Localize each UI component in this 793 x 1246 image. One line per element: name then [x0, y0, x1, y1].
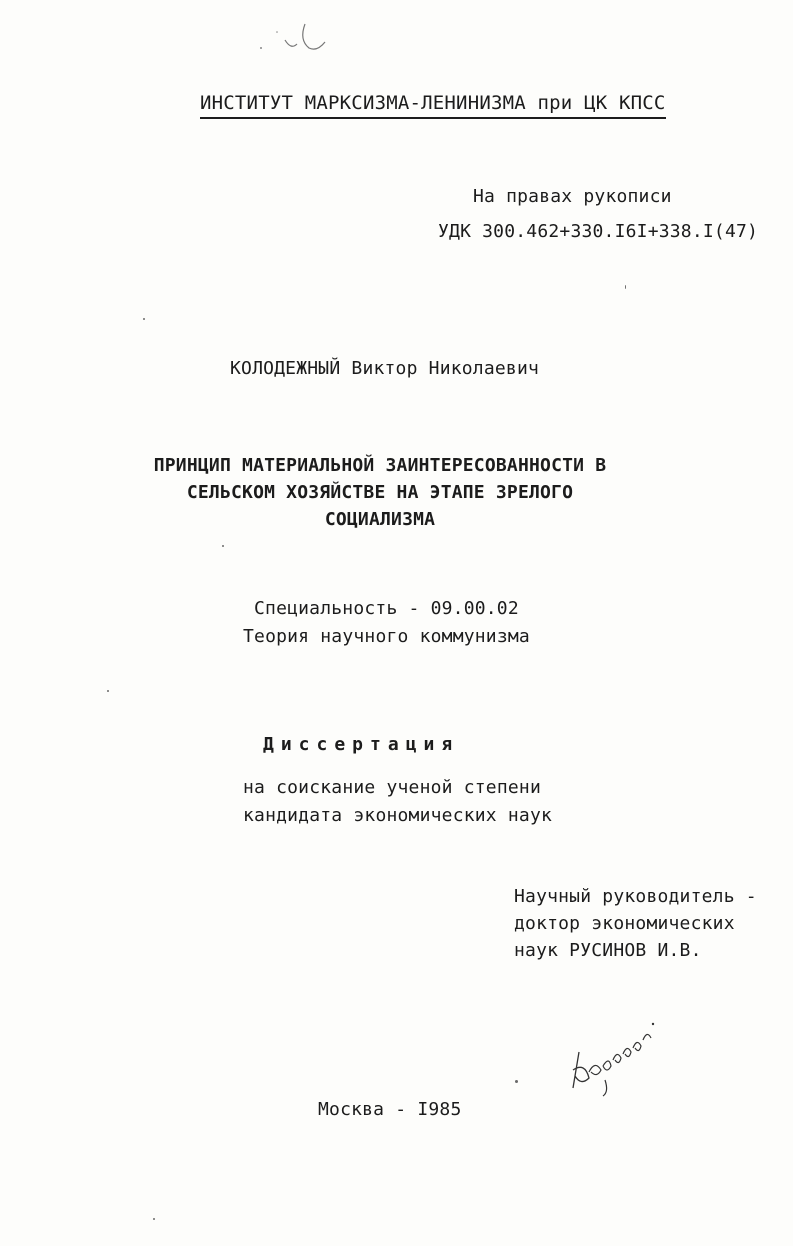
manuscript-rights-label: На правах рукописи [473, 186, 672, 207]
title-line: СОЦИАЛИЗМА [324, 509, 436, 530]
degree-line: кандидата экономических наук [243, 805, 553, 826]
paper-speck [625, 285, 626, 289]
supervisor-line: Научный руководитель - [514, 886, 757, 907]
city-year: Москва - I985 [318, 1099, 462, 1120]
author-name: КОЛОДЕЖНЫЙ Виктор Николаевич [230, 358, 540, 379]
paper-speck [515, 1080, 518, 1083]
title-line: СЕЛЬСКОМ ХОЗЯЙСТВЕ НА ЭТАПЕ ЗРЕЛОГО [186, 482, 574, 503]
supervisor-line: наук РУСИНОВ И.В. [514, 940, 702, 961]
udk-code: УДК 300.462+330.I6I+338.I(47) [438, 221, 759, 242]
dissertation-heading: Диссертация [263, 734, 460, 755]
paper-speck [107, 690, 109, 692]
paper-speck [143, 318, 145, 320]
paper-speck [153, 1218, 155, 1220]
institute-header: ИНСТИТУТ МАРКСИЗМА-ЛЕНИНИЗМА при ЦК КПСС [200, 90, 666, 119]
supervisor-line: доктор экономических [514, 913, 735, 934]
title-line: ПРИНЦИП МАТЕРИАЛЬНОЙ ЗАИНТЕРЕСОВАННОСТИ В [153, 455, 607, 476]
dissertation-title [120, 452, 640, 533]
specialty-code: Специальность - 09.00.02 [254, 598, 519, 619]
handwritten-signature [545, 1000, 665, 1100]
degree-line: на соискание ученой степени [243, 777, 541, 798]
paper-speck [222, 545, 224, 547]
specialty-name: Теория научного коммунизма [243, 626, 530, 647]
pencil-mark-icon [255, 10, 335, 60]
